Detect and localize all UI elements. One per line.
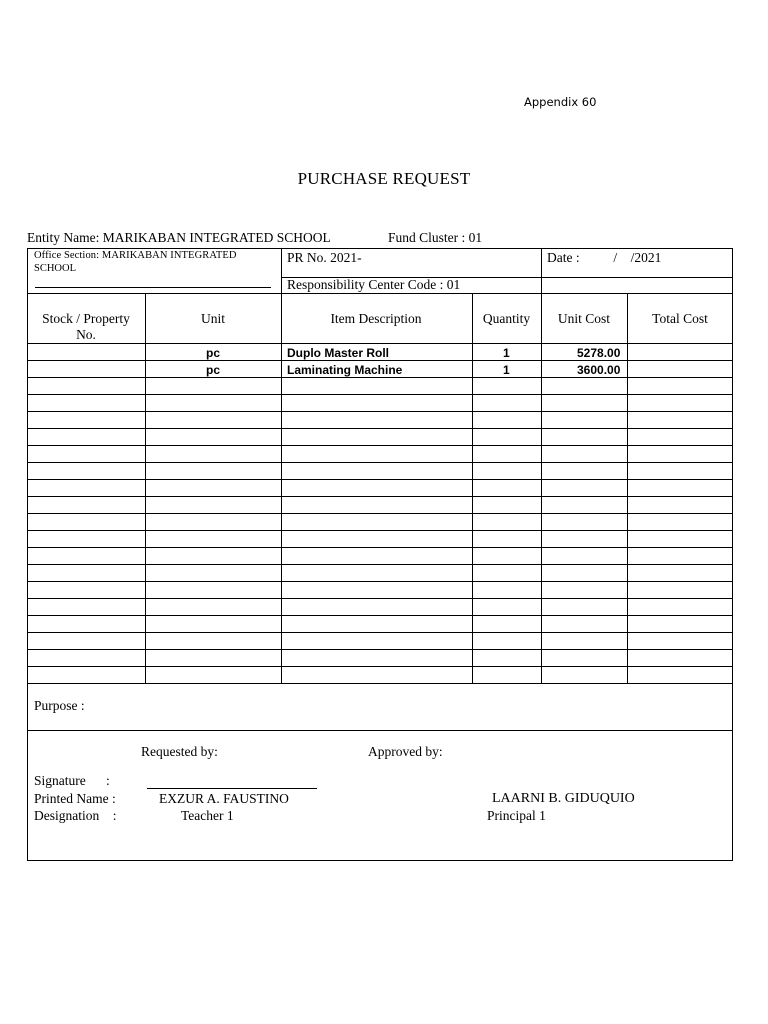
designation-label: Designation : (34, 808, 117, 823)
grid-row-line (28, 615, 733, 616)
requested-by-label: Requested by: (141, 744, 218, 759)
grid-row-line (28, 445, 733, 446)
grid-row-line (28, 394, 733, 395)
item-2-unit: pc (206, 363, 221, 377)
purpose-bottom-line (28, 730, 733, 731)
item-1-quantity: 1 (503, 346, 510, 360)
signature-line (147, 788, 317, 789)
grid-row-line (28, 564, 733, 565)
header-stock-property: Stock / Property No. (42, 311, 130, 342)
pr-number: PR No. 2021- (287, 250, 362, 265)
grid-row-line (28, 666, 733, 667)
grid-row-line (28, 632, 733, 633)
item-1-description: Duplo Master Roll (287, 346, 390, 360)
grid-row-line (28, 377, 733, 378)
grid-column-line (145, 293, 146, 683)
grid-column-line (472, 293, 473, 683)
item-1-unit-cost: 5278.00 (577, 346, 621, 360)
grid-row-line (28, 479, 733, 480)
grid-column-line (281, 293, 282, 683)
grid-row-line (28, 496, 733, 497)
office-underline (35, 287, 271, 288)
grid-row-line (28, 343, 733, 344)
grid-row-line (28, 462, 733, 463)
grid-row-line (28, 428, 733, 429)
fund-cluster: Fund Cluster : 01 (388, 230, 483, 245)
grid-row-line (28, 513, 733, 514)
grid-column-line (541, 293, 542, 683)
grid-row-line (28, 649, 733, 650)
grid-row-line (28, 581, 733, 582)
requester-designation: Teacher 1 (181, 808, 234, 823)
appendix-label: Appendix 60 (524, 95, 597, 109)
approved-by-label: Approved by: (368, 744, 443, 759)
grid-row-line (28, 360, 733, 361)
item-2-quantity: 1 (503, 363, 510, 377)
header-item-description: Item Description (330, 311, 422, 326)
page-title: PURCHASE REQUEST (297, 169, 471, 188)
requester-name: EXZUR A. FAUSTINO (159, 791, 289, 806)
purpose-label: Purpose : (34, 698, 85, 713)
responsibility-center-code: Responsibility Center Code : 01 (287, 277, 461, 292)
item-1-unit: pc (206, 346, 221, 360)
grid-row-line (28, 547, 733, 548)
date-field: Date : / /2021 (547, 250, 662, 265)
grid-bottom-line (28, 683, 733, 684)
header-unit: Unit (200, 311, 225, 326)
header-total-cost: Total Cost (652, 311, 708, 326)
office-section-line2: SCHOOL (34, 263, 77, 274)
grid-row-line (28, 598, 733, 599)
grid-row-line (28, 411, 733, 412)
grid-column-line (627, 293, 628, 683)
approver-name: LAARNI B. GIDUQUIO (492, 791, 635, 806)
purchase-request-form (27, 248, 733, 861)
signature-label: Signature : (34, 773, 110, 788)
header-quantity: Quantity (482, 311, 531, 326)
entity-name: Entity Name: MARIKABAN INTEGRATED SCHOOL (27, 230, 331, 245)
item-2-description: Laminating Machine (287, 363, 403, 377)
header-unit-cost: Unit Cost (557, 311, 611, 326)
approver-designation: Principal 1 (487, 808, 546, 823)
grid-row-line (28, 530, 733, 531)
office-section-line1: Office Section: MARIKABAN INTEGRATED (34, 250, 237, 261)
item-2-unit-cost: 3600.00 (577, 363, 621, 377)
printed-name-label: Printed Name : (34, 791, 116, 806)
